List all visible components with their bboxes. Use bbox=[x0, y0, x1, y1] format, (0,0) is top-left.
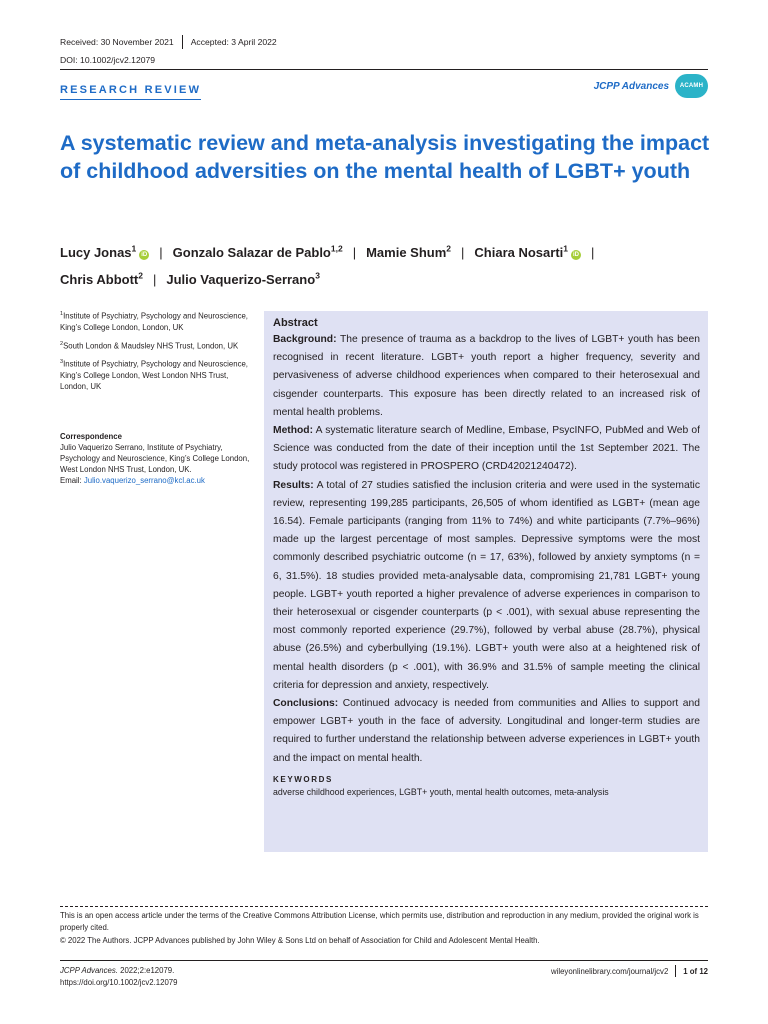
author-separator: | bbox=[352, 245, 357, 261]
citation-url[interactable]: https://doi.org/10.1002/jcv2.12079 bbox=[60, 978, 178, 987]
received-date: Received: 30 November 2021 bbox=[60, 37, 174, 47]
author-separator: | bbox=[461, 245, 465, 261]
affiliation: $^1$Institute of Psychiatry, Psychology and Neuroscience, King’s College London, London, UK bbox=[60, 311, 248, 332]
copyright-text: © 2022 The Authors. JCPP Advances published by John Wiley & Sons Ltd on behalf of Association for Child and Adolescent Mental Health. bbox=[60, 936, 540, 945]
footer-divider bbox=[60, 906, 708, 907]
abstract-background: Background: The presence of trauma as a backdrop to the lives of LGBT+ youth has been recognised in recent literature. LGBT+ youth report a higher frequency, severity and pervasiveness of adverse childhood experiences when compared to their heterosexual and cisgender counterparts. This exposure has been directly related to an increased risk of mental health problems. bbox=[273, 334, 700, 418]
email-link[interactable]: Julio.vaquerizo_serrano@kcl.ac.uk bbox=[83, 476, 205, 485]
page-number: 1 of 12 bbox=[683, 966, 708, 976]
orcid-icon[interactable]: iD bbox=[141, 252, 148, 259]
keywords-heading: KEYWORDS bbox=[273, 774, 333, 784]
correspondence bbox=[60, 431, 255, 486]
abstract-results: Results: A total of 27 studies satisfied the inclusion criteria and were used in the systematic review, representing 199,285 participants, 26,505 of whom identified as LGBT+ (mean age 16.54). Female participants (ranging from 11% to 74%) and white participants (7.7%–96%) made up the largest percentage of most samples. Depressive symptoms were the most commonly described psychiatric outcome (n = 17, 63%), followed by anxiety symptoms (n = 6, 31.5%). 18 studies provided meta-analysable data, compromising 21,781 LGBT+ young people. LGBT+ youth reported a higher prevalence of adverse experiences in comparison to their heterosexual or cisgender counterparts (p < .001), with sexual abuse representing the most commonly reported experience (29.7%), followed by verbal abuse (28.7%), physical abuse (26.5%) and cyberbullying (19.1%). LGBT+ youth were also at a heightened risk of mental health disorders (p < .001), with 36.9% and 31.5% of sample meeting the clinical criteria for depression and anxiety, respectively. bbox=[273, 479, 700, 691]
journal-url[interactable]: wileyonlinelibrary.com/journal/jcv2 bbox=[551, 966, 669, 976]
doi[interactable]: DOI: 10.1002/jcv2.12079 bbox=[60, 55, 156, 65]
section-label: RESEARCH REVIEW bbox=[60, 84, 201, 100]
citation bbox=[60, 965, 177, 989]
page-separator bbox=[675, 965, 676, 977]
author[interactable]: Chris Abbott$^2$ bbox=[60, 270, 143, 287]
date-separator bbox=[182, 35, 183, 49]
author-separator: | bbox=[591, 245, 595, 261]
abstract-box bbox=[264, 311, 708, 852]
abstract-conclusions: Conclusions: Continued advocacy is needed from communities and Allies to support and empower LGBT+ youth in the face of adversity. Longitudinal and longer-term studies are required to further understand the relationship between adverse experiences in LGBT+ youth and the impact on mental health. bbox=[273, 698, 700, 764]
abstract-heading: Abstract bbox=[273, 317, 318, 329]
correspondence-email-line: Email: Julio.vaquerizo_serrano@kcl.ac.uk bbox=[60, 476, 205, 485]
author[interactable]: Gonzalo Salazar de Pablo$^{1,2}$ bbox=[172, 244, 343, 261]
affiliation: $^3$Institute of Psychiatry, Psychology and Neuroscience, King’s College London, West London NHS Trust, London, UK bbox=[60, 359, 248, 391]
license-text: This is an open access article under the terms of the Creative Commons Attribution License, which permits use, distribution and reproduction in any medium, provided the original work is properly cited. bbox=[60, 911, 699, 932]
page-footer-divider bbox=[60, 960, 708, 961]
affiliation: $^2$South London & Maudsley NHS Trust, London, UK bbox=[60, 340, 239, 351]
article-dates bbox=[60, 35, 277, 49]
affiliations bbox=[60, 309, 255, 398]
page-info bbox=[551, 965, 708, 977]
keywords: adverse childhood experiences, LGBT+ youth, mental health outcomes, meta-analysis bbox=[273, 786, 609, 797]
author[interactable]: Julio Vaquerizo-Serrano$^3$ bbox=[166, 270, 320, 287]
correspondence-address: Julio Vaquerizo Serrano, Institute of Psychiatry, Psychology and Neuroscience, King’s College London, West London NHS Trust, London, UK. bbox=[60, 443, 250, 474]
correspondence-heading: Correspondence bbox=[60, 432, 122, 441]
acamh-logo-icon: ACAMH bbox=[675, 74, 708, 98]
author[interactable]: Chiara Nosarti$^1$iD bbox=[474, 244, 580, 261]
journal-name: JCPP Advances bbox=[593, 80, 669, 92]
header-divider bbox=[60, 69, 708, 70]
author-separator: | bbox=[159, 245, 163, 261]
orcid-icon[interactable]: iD bbox=[573, 252, 580, 259]
author-list bbox=[60, 238, 710, 291]
citation-line: JCPP Advances. 2022;2:e12079. bbox=[60, 966, 175, 975]
abstract-method: Method: A systematic literature search of Medline, Embase, PsycINFO, PubMed and Web of Science was conducted from the date of their inception until the 1st September 2021. The study protocol was registered in PROSPERO (CRD42021240472). bbox=[273, 425, 700, 473]
accepted-date: Accepted: 3 April 2022 bbox=[190, 37, 277, 47]
journal-brand bbox=[594, 74, 708, 98]
author[interactable]: Mamie Shum$^2$ bbox=[366, 244, 452, 261]
author[interactable]: Lucy Jonas$^1$iD bbox=[60, 244, 148, 261]
article-title: A systematic review and meta-analysis investigating the impact of childhood adversities on the mental health of LGBT+ youth bbox=[60, 131, 710, 183]
author-separator: | bbox=[152, 271, 157, 287]
